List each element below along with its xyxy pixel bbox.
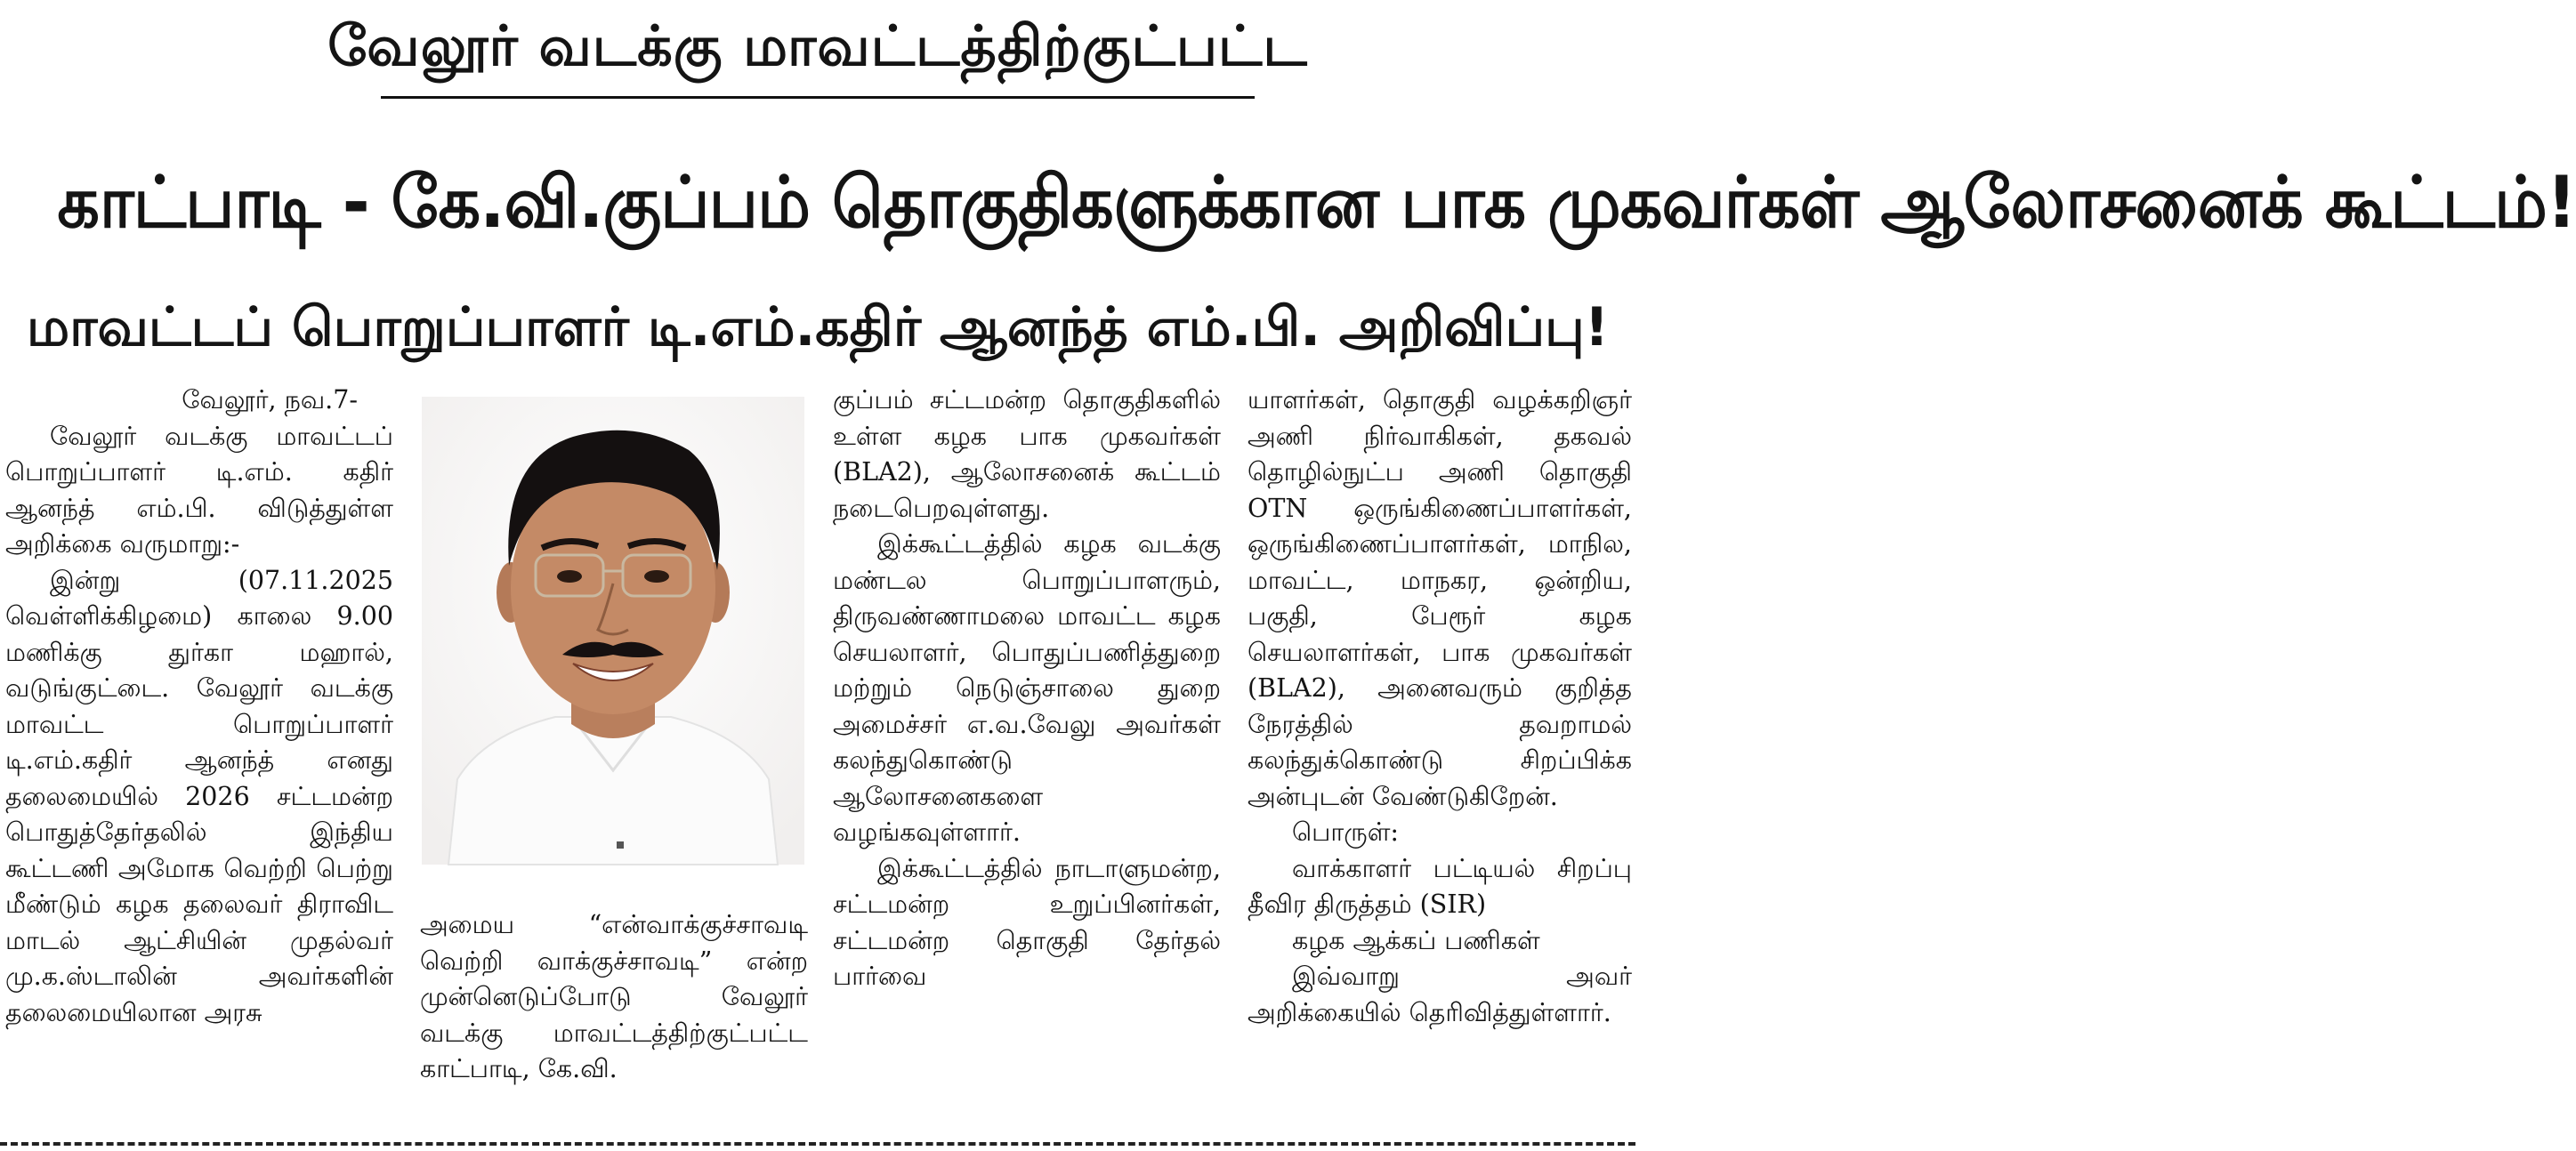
subject-label: பொருள்:	[1292, 817, 1400, 847]
article-paragraph: யாளர்கள், தொகுதி வழக்கறிஞர் அணி நிர்வாகிகள், தகவல் தொழில்நுட்ப அணி தொகுதி OTN ஒருங்கிணைப்பாளர்கள், ஒருங்கிணைப்பாளர்கள், மாநில, மாவட்ட, மாநகர, ஒன்றிய, பகுதி, பேரூர் கழக செயலாளர்கள், பாக முகவர்கள் (BLA2), அனைவரும் குறித்த நேரத்தில் தவறாமல் கலந்துக்கொண்டு சிறப்பிக்க அன்புடன் வேண்டுகிறேன்.	[1248, 385, 1632, 811]
subject-item: வாக்காளர் பட்டியல் சிறப்பு தீவிர திருத்தம் (SIR)	[1248, 853, 1632, 919]
closing-paragraph: இவ்வாறு அவர் அறிக்கையில் தெரிவித்துள்ளார்.	[1248, 962, 1632, 1027]
article-paragraph: இன்று (07.11.2025 வெள்ளிக்கிழமை) காலை 9.00 மணிக்கு துர்கா மஹால், வடுங்குட்டை. வேலூர் வடக்கு மாவட்ட பொறுப்பாளர் டி.எம்.கதிர் ஆனந்த் எனது தலைமையில் 2026 சட்டமன்ற பொதுத்தேர்தலில் இந்திய கூட்டணி அமோக வெற்றி பெற்று மீண்டும் கழக தலைவர் திராவிட மாடல் ஆட்சியின் முதல்வர் மு.க.ஸ்டாலின் அவர்களின் தலைமையிலான அரசு	[5, 565, 393, 1027]
portrait-photo	[422, 397, 804, 865]
sub-headline: மாவட்டப் பொறுப்பாளர் டி.எம்.கதிர் ஆனந்த் எம்.பி. அறிவிப்பு!	[26, 296, 1610, 358]
article-paragraph: குப்பம் சட்டமன்ற தொகுதிகளில் உள்ள கழக பாக முகவர்கள் (BLA2), ஆலோசனைக் கூட்டம் நடைபெறவுள்ளது.	[833, 385, 1221, 523]
dateline: வேலூர், நவ.7-	[182, 385, 358, 415]
subject-item: கழக ஆக்கப் பணிகள்	[1292, 925, 1540, 955]
article-paragraph: இக்கூட்டத்தில் நாடாளுமன்ற, சட்டமன்ற உறுப்பினர்கள், சட்டமன்ற தொகுதி தேர்தல் பார்வை	[833, 853, 1221, 991]
article-column-1	[5, 382, 393, 1031]
article-column-3	[833, 382, 1221, 995]
article-paragraph: வேலூர் வடக்கு மாவட்டப் பொறுப்பாளர் டி.எம். கதிர் ஆனந்த் எம்.பி. விடுத்துள்ள அறிக்கை வருமாறு:-	[5, 421, 393, 559]
main-headline: காட்பாடி - கே.வி.குப்பம் தொகுதிகளுக்கான பாக முகவர்கள் ஆலோசனைக் கூட்டம்!	[57, 161, 2576, 244]
article-paragraph: இக்கூட்டத்தில் கழக வடக்கு மண்டல பொறுப்பாளரும், திருவண்ணாமலை மாவட்ட கழக செயலாளர், பொதுப்பணித்துறை மற்றும் நெடுஞ்சாலை துறை அமைச்சர் எ.வ.வேலு அவர்கள் கலந்துகொண்டு ஆலோசனைகளை வழங்கவுள்ளார்.	[833, 529, 1221, 847]
kicker-headline: வேலூர் வடக்கு மாவட்டத்திற்குட்பட்ட	[327, 13, 1308, 78]
bottom-dashed-rule	[0, 1142, 1635, 1146]
article-column-2	[420, 907, 808, 1088]
article-column-4	[1248, 382, 1632, 1031]
kicker-underline	[381, 96, 1255, 99]
article-paragraph: அமைய “என்வாக்குச்சாவடி வெற்றி வாக்குச்சாவடி” என்ற முன்னெடுப்போடு வேலூர் வடக்கு மாவட்டத்திற்குட்பட்ட காட்பாடி, கே.வி.	[420, 910, 808, 1083]
